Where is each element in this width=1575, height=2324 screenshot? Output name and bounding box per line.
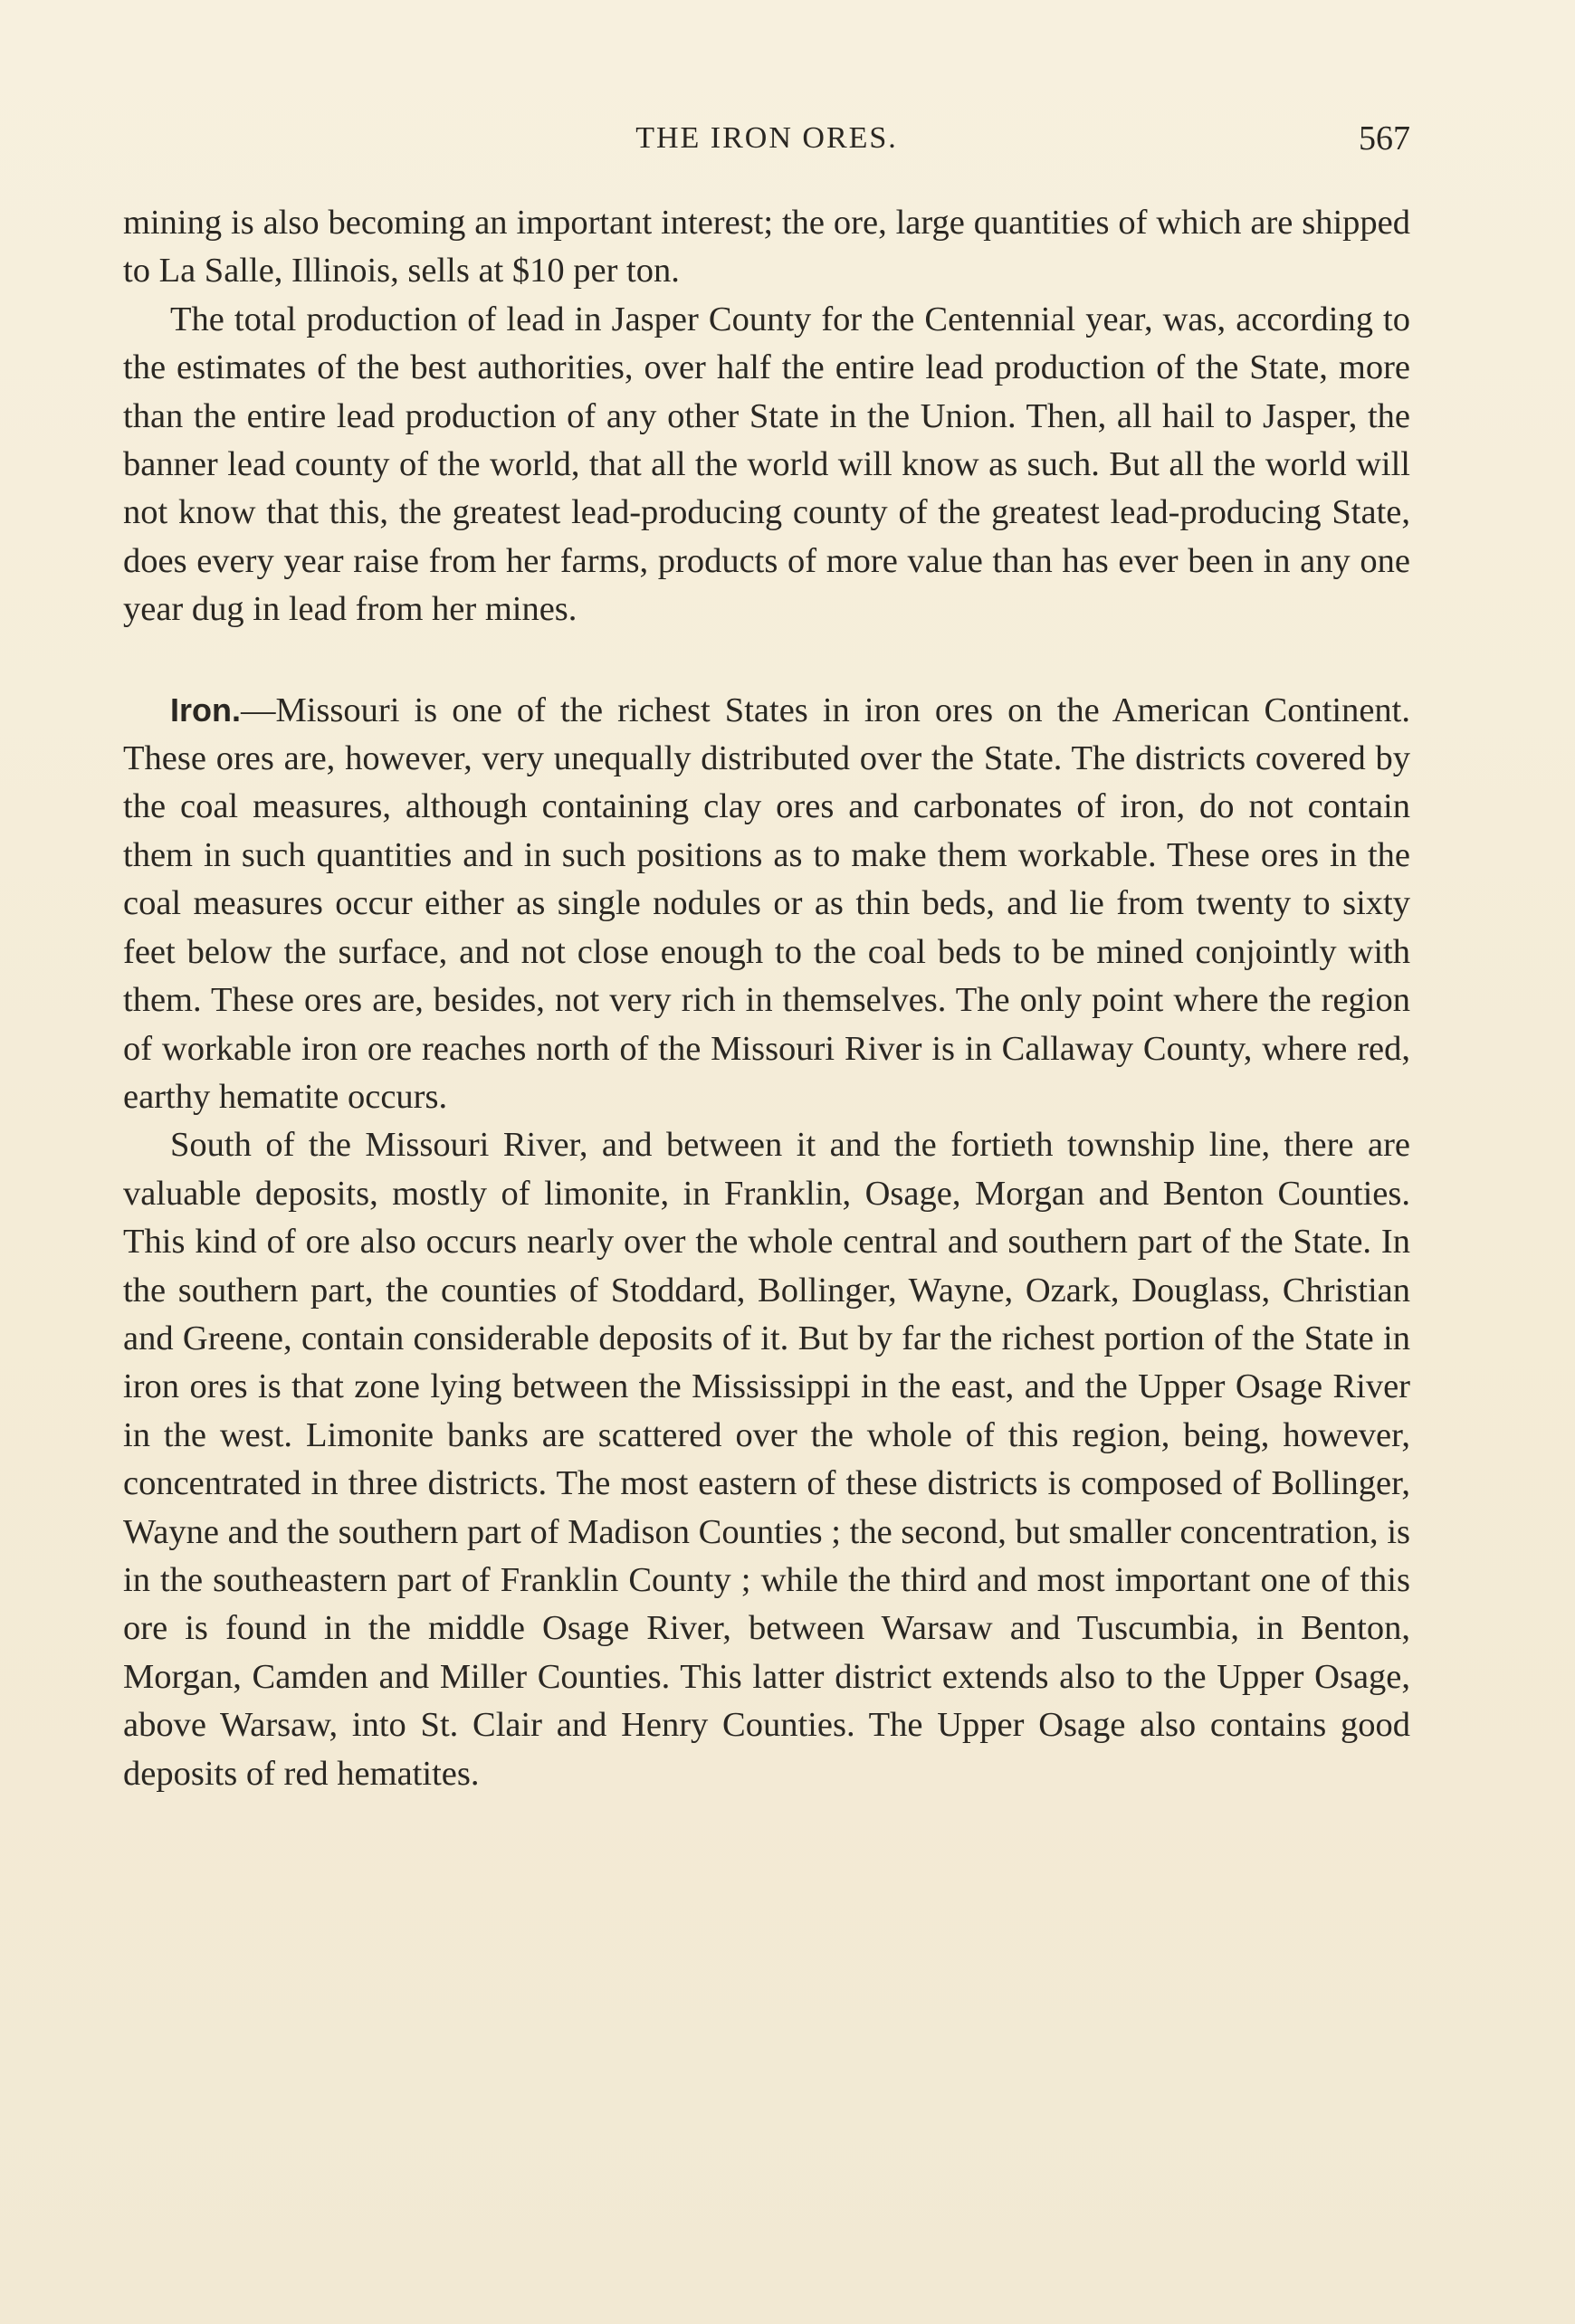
running-title: THE IRON ORES. (635, 121, 898, 155)
paragraph-jasper-lead (123, 296, 1410, 634)
paragraph-text: South of the Missouri River, and between it and the fortieth township line, there are valuable deposits, mostly of limonite, in Franklin, Osage, Morgan and Benton Counties. This kind of ore also occurs nearly over the whole central and southern part of the State. In the southern part, the counties of Stoddard, Bollinger, Wayne, Ozark, Douglass, Christian and Greene, contain considerable deposits of it. But by far the richest portion of the State in iron ores is that zone lying between the Mississippi in the east, and the Upper Osage River in the west. Limonite banks are scattered over the whole of this region, being, however, concentrated in three districts. The most eastern of these districts is composed of Bollinger, Wayne and the southern part of Madison Counties ; the second, but smaller concentration, is in the southeastern part of Franklin County ; while the third and most important one of this ore is found in the middle Osage River, between Warsaw and Tuscumbia, in Benton, Morgan, Camden and Miller Counties. This latter district extends also to the Upper Osage, above Warsaw, into St. Clair and Henry Counties. The Upper Osage also contains good deposits of red hematites. (123, 1126, 1410, 1793)
paragraph-text: —Missouri is one of the richest States in iron ores on the American Continent. These ores are, however, very unequally distributed over the State. The districts covered by the coal measures, although containing clay ores and carbonates of iron, do not contain them in such quantities and in such positions as to make them workable. These ores in the coal measures occur either as single nodules or as thin beds, and lie from twenty to sixty feet below the surface, and not close enough to the coal beds to be mined conjointly with them. These ores are, besides, not very rich in themselves. The only point where the region of workable iron ore reaches north of the Missouri River is in Callaway County, where red, earthy hematite occurs. (123, 691, 1410, 1116)
paragraph-text: mining is also becoming an important interest; the ore, large quantities of which are shipped to La Salle, Illinois, sells at $10 per ton. (123, 204, 1410, 290)
page-number: 567 (1359, 119, 1410, 157)
paragraph-text: The total production of lead in Jasper County for the Centennial year, was, according to the estimates of the best authorities, over half the entire lead production of the State, more than the entire lead production of any other State in the Union. Then, all hail to Jasper, the banner lead county of the world, that all the world will know as such. But all the world will not know that this, the greatest lead-producing county of the greatest lead-producing State, does every year raise from her farms, products of more value than has ever been in any one year dug in lead from her mines. (123, 300, 1410, 629)
paragraph-iron (123, 686, 1410, 1122)
paragraph-south-of-missouri (123, 1121, 1410, 1798)
running-head (123, 116, 1410, 161)
section-lead-in: Iron. (170, 691, 241, 729)
paragraph-mining-continuation (123, 199, 1410, 296)
body-text (123, 199, 1410, 1798)
